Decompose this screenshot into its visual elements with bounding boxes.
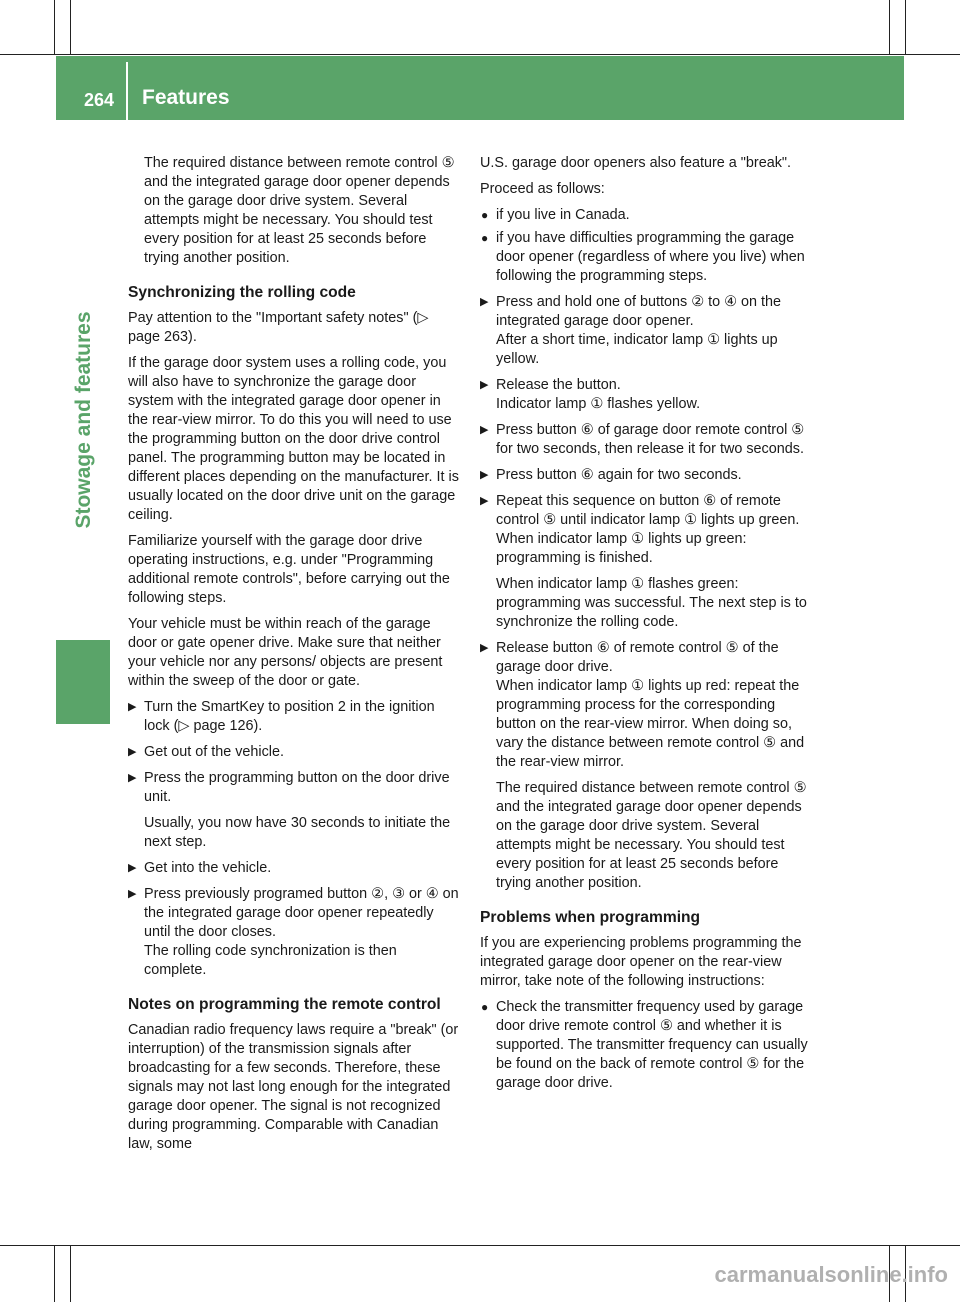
- step-arrow-icon: ▶: [128, 862, 137, 874]
- step-text: Get out of the vehicle.: [144, 744, 284, 760]
- bullet-item: [480, 998, 812, 1093]
- paragraph: Canadian radio frequency laws require a "break" (or interruption) of the transmission signals after broadcasting for a few seconds. Therefore, these signals may not last long enough for the integrated garage door opener. The signal is not recognized during programming. Comparable with Canadian law, some: [128, 1022, 459, 1152]
- step-arrow-icon: ▶: [128, 746, 137, 758]
- step-arrow-icon: ▶: [128, 701, 137, 713]
- crop-mark: [54, 1246, 55, 1302]
- bullet-text: if you have difficulties programming the garage door opener (regardless of where you live) when following the programming steps.: [496, 230, 805, 284]
- side-tab-label: Stowage and features: [72, 311, 95, 529]
- watermark: carmanualsonline.info: [714, 1262, 948, 1287]
- step-text: Press and hold one of buttons ② to ④ on the integrated garage door opener.: [496, 294, 782, 329]
- paragraph: If you are experiencing problems programming the integrated garage door opener on the rear-view mirror, take note of the following instructions:: [480, 935, 802, 989]
- bullet-icon: ●: [481, 231, 489, 245]
- instruction-step: [128, 743, 460, 762]
- paragraph: U.S. garage door openers also feature a "break".: [480, 155, 792, 171]
- right-column: [480, 154, 812, 1097]
- step-text: Release button ⑥ of remote control ⑤ of the garage door drive.: [496, 640, 779, 675]
- step-note: The required distance between remote control ⑤ and the integrated garage door opener depends on the garage door drive system. Several attempts might be necessary. You should test every position for at least 25 seconds before trying another position.: [496, 780, 807, 891]
- header-divider: [126, 62, 128, 120]
- step-arrow-icon: ▶: [480, 469, 489, 481]
- bullet-item: [480, 229, 812, 286]
- page-number: 264: [84, 90, 115, 110]
- step-arrow-icon: ▶: [480, 642, 489, 654]
- section-heading-notes: Notes on programming the remote control: [128, 996, 441, 1013]
- step-result: Indicator lamp ① flashes yellow.: [496, 396, 701, 412]
- step-result: When indicator lamp ① lights up red: repeat the programming process for the corresponding button on the rear-view mirror. When doing so, vary the distance between remote control ⑤ and the rear-view mirror.: [496, 678, 805, 770]
- step-arrow-icon: ▶: [480, 424, 489, 436]
- section-heading-sync: Synchronizing the rolling code: [128, 284, 356, 301]
- instruction-step: [480, 376, 812, 414]
- bullet-text: Check the transmitter frequency used by garage door drive remote control ⑤ and whether it is supported. The transmitter frequency can usually be found on the back of remote control ⑤ for the garage door drive.: [496, 999, 808, 1091]
- step-result: After a short time, indicator lamp ① lights up yellow.: [496, 332, 778, 367]
- bullet-icon: ●: [481, 208, 489, 222]
- crop-mark: [70, 1246, 71, 1302]
- step-arrow-icon: ▶: [480, 379, 489, 391]
- crop-mark: [0, 1245, 960, 1246]
- paragraph: Your vehicle must be within reach of the garage door or gate opener drive. Make sure that neither your vehicle nor any persons/ objects are present within the sweep of the door or gate.: [128, 616, 443, 689]
- paragraph: Pay attention to the "Important safety notes" (▷ page 263).: [128, 310, 429, 345]
- step-text: Press previously programed button ②, ③ or ④ on the integrated garage door opener repeatedly until the door closes.: [144, 886, 459, 940]
- left-column: [128, 154, 460, 1161]
- step-text: Press the programming button on the door drive unit.: [144, 770, 450, 805]
- step-text: Get into the vehicle.: [144, 860, 272, 876]
- crop-mark: [889, 0, 890, 54]
- step-text: Repeat this sequence on button ⑥ of remote control ⑤ until indicator lamp ① lights up green.: [496, 493, 800, 528]
- step-text: Release the button.: [496, 377, 621, 393]
- bullet-icon: ●: [481, 1000, 489, 1014]
- step-note: The rolling code synchronization is then complete.: [144, 943, 397, 978]
- step-arrow-icon: ▶: [128, 888, 137, 900]
- crop-mark: [70, 0, 71, 54]
- section-heading-problems: Problems when programming: [480, 909, 701, 926]
- instruction-step: [128, 769, 460, 852]
- step-text: Turn the SmartKey to position 2 in the ignition lock (▷ page 126).: [144, 699, 435, 734]
- step-text: Press button ⑥ again for two seconds.: [496, 467, 742, 483]
- instruction-step: [480, 492, 812, 632]
- instruction-step: [480, 639, 812, 893]
- instruction-step: [128, 698, 460, 736]
- intro-paragraph: The required distance between remote control ⑤ and the integrated garage door opener depends on the garage door drive system. Several attempts might be necessary. You should test every position for at least 25 seconds before trying another position.: [144, 155, 455, 266]
- crop-mark: [54, 0, 55, 54]
- paragraph: Familiarize yourself with the garage door drive operating instructions, e.g. under "Programming additional remote controls", before carrying out the following steps.: [128, 533, 450, 606]
- side-tab-marker: [56, 640, 110, 724]
- instruction-step: [480, 421, 812, 459]
- instruction-step: [480, 293, 812, 369]
- bullet-item: [480, 206, 812, 225]
- step-arrow-icon: ▶: [128, 772, 137, 784]
- step-note: When indicator lamp ① flashes green: programming was successful. The next step is to synchronize the rolling code.: [496, 576, 807, 630]
- step-arrow-icon: ▶: [480, 495, 489, 507]
- crop-mark: [905, 0, 906, 54]
- instruction-step: [480, 466, 812, 485]
- step-result: When indicator lamp ① lights up green: programming is finished.: [496, 531, 747, 566]
- paragraph: Proceed as follows:: [480, 181, 605, 197]
- step-text: Press button ⑥ of garage door remote control ⑤ for two seconds, then release it for two seconds.: [496, 422, 805, 457]
- paragraph: If the garage door system uses a rolling code, you will also have to synchronize the garage door system with the integrated garage door opener in the rear-view mirror. To do this you will need to use the programming button on the door drive control panel. The programming button may be located in different places depending on the manufacturer. It is usually located on the door drive unit on the garage ceiling.: [128, 355, 459, 523]
- crop-mark: [0, 54, 960, 55]
- instruction-step: [128, 885, 460, 980]
- step-note: Usually, you now have 30 seconds to initiate the next step.: [144, 815, 451, 850]
- page-title: Features: [142, 86, 230, 109]
- instruction-step: [128, 859, 460, 878]
- bullet-text: if you live in Canada.: [496, 207, 630, 223]
- step-arrow-icon: ▶: [480, 296, 489, 308]
